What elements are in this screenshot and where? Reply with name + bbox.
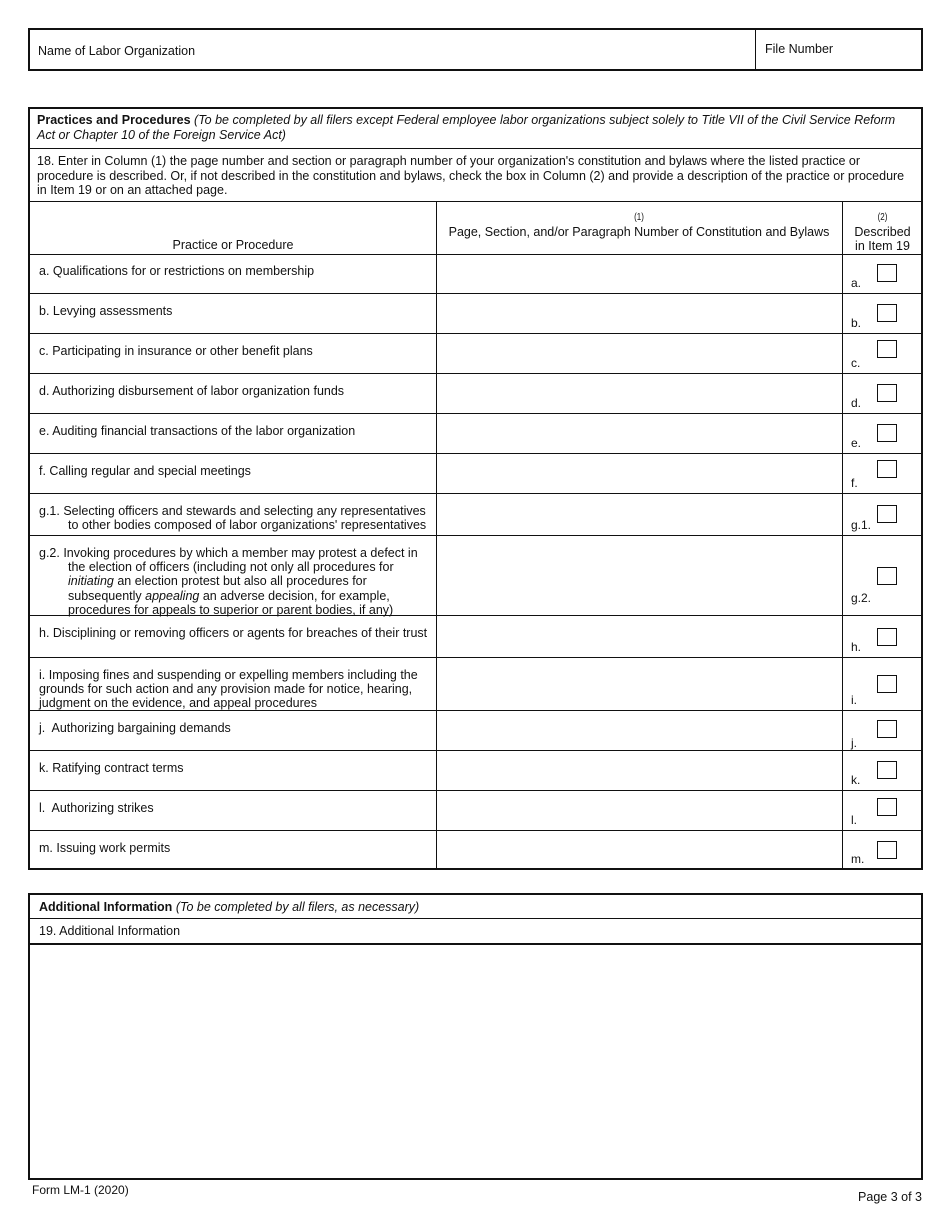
practices-title-row <box>30 109 921 149</box>
practice-label-line2: grounds for such action and any provision made for notice, hearing, <box>39 682 413 697</box>
additional-information-textarea[interactable] <box>30 943 921 1178</box>
line4-start: subsequently <box>68 588 146 603</box>
practices-instructions: (To be completed by all filers except Federal employee labor organizations subject solely to Title VII of the Civil Service Reform Act or Chapter 10 of the Foreign Service Act) <box>37 113 896 142</box>
described-in-item-19-checkbox-b[interactable] <box>877 304 897 322</box>
practice-label: f. Calling regular and special meetings <box>39 464 251 478</box>
described-in-item-19-checkbox-i[interactable] <box>877 675 897 693</box>
described-in-item-19-checkbox-g1[interactable] <box>877 505 897 523</box>
row-letter: h. <box>851 640 862 654</box>
form-id: Form LM-1 (2020) <box>32 1183 129 1197</box>
row-letter: l. <box>851 813 857 827</box>
name-of-labor-organization-label: Name of Labor Organization <box>38 44 196 58</box>
practice-label: h. Disciplining or removing officers or agents for breaches of their trust <box>39 626 428 640</box>
practice-label: b. Levying assessments <box>39 304 173 318</box>
row-letter: b. <box>851 316 862 330</box>
additional-info-instructions: (To be completed by all filers, as necessary) <box>175 900 420 914</box>
appealing-emphasis: appealing <box>145 588 200 603</box>
initiating-emphasis: initiating <box>68 574 114 589</box>
described-in-item-19-checkbox-g2[interactable] <box>877 567 897 585</box>
column-2-number: (2) <box>877 212 888 223</box>
practice-label-line2: the election of officers (including not only all procedures for <box>68 560 394 575</box>
row-letter: i. <box>851 693 857 707</box>
practice-label: c. Participating in insurance or other benefit plans <box>39 344 313 358</box>
practices-and-procedures-section <box>28 107 923 870</box>
practice-label: l. Authorizing strikes <box>39 801 154 815</box>
practice-label: d. Authorizing disbursement of labor organization funds <box>39 384 345 398</box>
header-divider <box>755 30 756 69</box>
additional-information-section <box>28 893 923 1180</box>
column-1-entry-area[interactable] <box>438 254 841 870</box>
row-letter: d. <box>851 396 862 410</box>
practice-label-line2: to other bodies composed of labor organizations' representatives <box>68 518 427 533</box>
practice-label: e. Auditing financial transactions of the labor organization <box>39 424 356 438</box>
column-2-label-line1: Described <box>854 225 911 239</box>
practice-label: j. Authorizing bargaining demands <box>39 721 231 735</box>
practice-label <box>39 546 429 617</box>
described-in-item-19-checkbox-c[interactable] <box>877 340 897 358</box>
practice-label: m. Issuing work permits <box>39 841 171 855</box>
column-divider-1 <box>436 201 437 868</box>
described-in-item-19-checkbox-k[interactable] <box>877 761 897 779</box>
practices-title: Practices and Procedures <box>37 113 191 127</box>
item-19-row <box>30 918 921 945</box>
practice-label <box>39 668 429 711</box>
column-divider-2 <box>842 201 843 868</box>
practice-label-line4 <box>39 589 429 603</box>
row-letter: a. <box>851 276 862 290</box>
described-in-item-19-checkbox-j[interactable] <box>877 720 897 738</box>
row-letter: k. <box>851 773 861 787</box>
practice-or-procedure-header: Practice or Procedure <box>172 238 294 252</box>
item-18-instructions-row <box>30 148 921 202</box>
line3-rest: an election protest but also all procedures for <box>113 574 367 589</box>
column-header-row <box>30 201 921 255</box>
row-letter: e. <box>851 436 862 450</box>
line4-rest: an adverse decision, for example, <box>199 588 390 603</box>
practice-label-line1: g.2. Invoking procedures by which a member may protest a defect in <box>39 546 418 560</box>
row-letter: j. <box>851 736 857 750</box>
row-letter: g.2. <box>851 591 872 605</box>
practice-label <box>39 504 429 532</box>
practice-label: k. Ratifying contract terms <box>39 761 184 775</box>
additional-info-title: Additional Information <box>39 900 173 914</box>
column-1-header <box>436 211 842 239</box>
column-2-label-line2: in Item 19 <box>855 239 910 253</box>
column-1-number: (1) <box>634 212 644 223</box>
practice-label-line1: g.1. Selecting officers and stewards and selecting any representatives <box>39 504 426 518</box>
described-in-item-19-checkbox-a[interactable] <box>877 264 897 282</box>
practice-label-line1: i. Imposing fines and suspending or expelling members including the <box>39 668 418 682</box>
column-1-label: Page, Section, and/or Paragraph Number of Constitution and Bylaws <box>448 225 830 239</box>
file-number-label: File Number <box>765 42 834 56</box>
described-in-item-19-checkbox-f[interactable] <box>877 460 897 478</box>
row-letter: c. <box>851 356 861 370</box>
row-letter: g.1. <box>851 518 872 532</box>
described-in-item-19-checkbox-h[interactable] <box>877 628 897 646</box>
row-letter: f. <box>851 476 858 490</box>
row-letter: m. <box>851 852 865 866</box>
item-18-instructions: 18. Enter in Column (1) the page number and section or paragraph number of your organization's constitution and bylaws where the listed practice or procedure is described. Or, if not described in the constitution and bylaws, check the box in Column (2) and provide a description of the practice or procedure in Item 19 or on an attached page. <box>37 154 905 197</box>
practice-label: a. Qualifications for or restrictions on membership <box>39 264 315 278</box>
described-in-item-19-checkbox-l[interactable] <box>877 798 897 816</box>
page-number: Page 3 of 3 <box>858 1190 922 1204</box>
additional-info-title-row <box>30 895 921 919</box>
item-19-label: 19. Additional Information <box>39 924 181 938</box>
practice-label-line3: judgment on the evidence, and appeal procedures <box>39 696 317 711</box>
practice-label-line3 <box>39 574 429 588</box>
described-in-item-19-checkbox-m[interactable] <box>877 841 897 859</box>
described-in-item-19-checkbox-e[interactable] <box>877 424 897 442</box>
organization-header <box>28 28 923 71</box>
described-in-item-19-checkbox-d[interactable] <box>877 384 897 402</box>
practice-label-line5: procedures for appeals to superior or parent bodies, if any) <box>68 602 394 617</box>
column-2-header <box>842 211 923 253</box>
